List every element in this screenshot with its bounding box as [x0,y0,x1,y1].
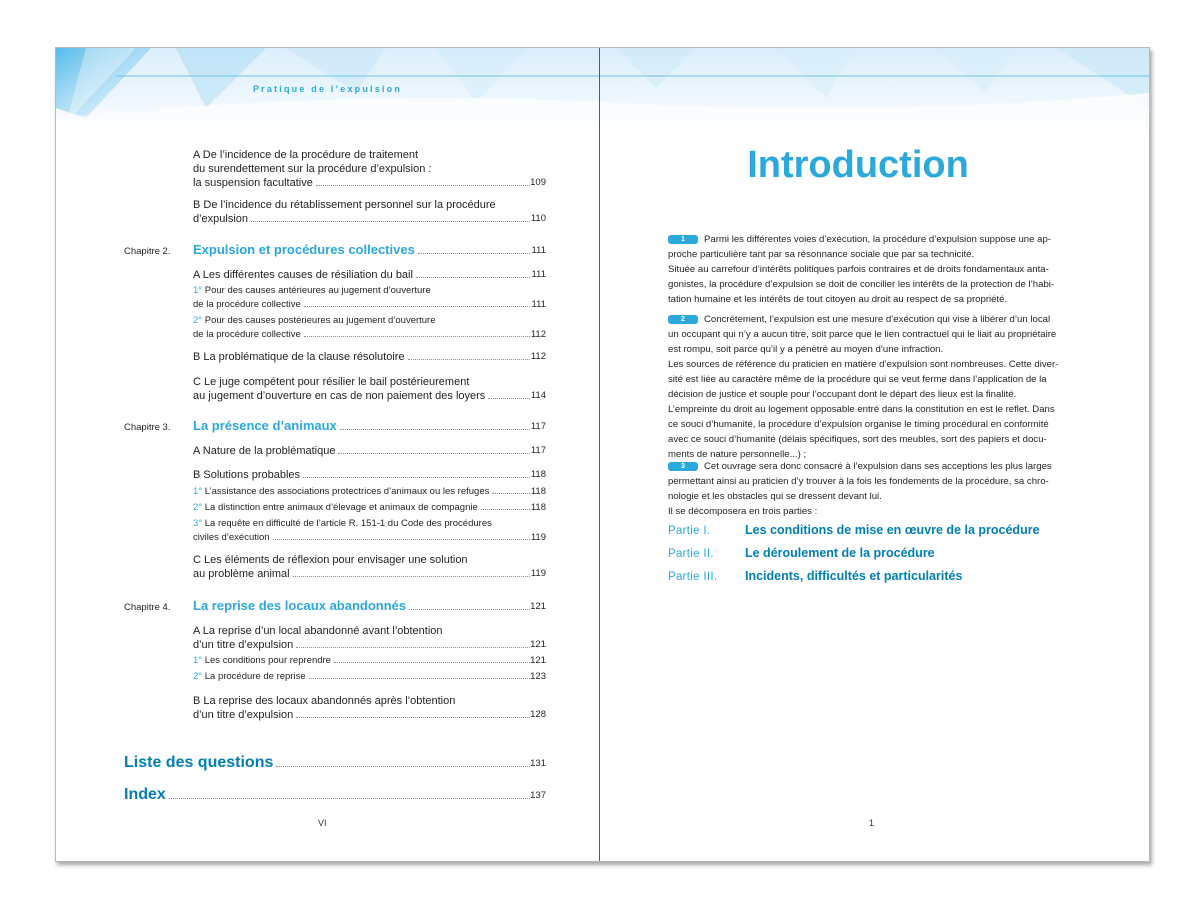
paragraph-line: L’empreinte du droit au logement opposable entré dans la constitution en est le reflet. Dans [668,404,1055,415]
toc-text [193,285,431,296]
toc-line [193,162,533,176]
toc-entry [193,148,546,190]
toc-text [193,389,485,403]
toc-entry [193,553,546,581]
dot-leader [418,253,530,254]
toc-entry [193,242,546,258]
toc-line [193,485,533,499]
toc-number: 1° [193,655,203,666]
toc-line [193,243,533,258]
toc-title: A La reprise d’un local abandonné avant l’obtention [193,625,443,637]
part-label: Partie III. [668,571,718,583]
chapter-label: Chapitre 3. [124,422,171,433]
page-title: Introduction [747,144,969,186]
part-title: Le déroulement de la procédure [745,546,935,560]
toc-line [193,624,533,638]
toc-entry [193,350,546,364]
toc-line [193,176,533,190]
toc-title: C Les éléments de réflexion pour envisager une solution [193,554,468,566]
toc-line [193,654,533,668]
page-number: 117 [530,445,546,456]
page-number: 137 [530,790,546,801]
toc-title: d’un titre d’expulsion [193,639,294,651]
toc-entry [193,198,546,226]
running-head: Pratique de l’expulsion [252,84,403,94]
toc-title: La présence d’animaux [193,418,337,433]
book-spread [55,47,1150,862]
toc-title: La requête en difficulté de l’article R. 151-1 du Code des procédures [202,518,492,529]
toc-number: 1° [193,486,203,497]
toc-line [193,501,533,515]
toc-title: Pour des causes antérieures au jugement d’ouverture [202,285,431,296]
toc-line [193,212,533,226]
toc-line [193,531,533,545]
toc-number: 2° [193,671,203,682]
toc-entry [193,501,546,515]
toc-number: 2° [193,502,203,513]
toc-text [193,670,306,684]
dot-leader [296,717,530,718]
page-number: 112 [530,351,546,362]
page-number: 118 [530,486,546,497]
toc-text [193,298,301,312]
left-folio: VI [318,818,327,828]
dot-leader [303,477,530,478]
toc-title: A De l’incidence de la procédure de traitement [193,149,419,161]
toc-line [124,788,533,803]
page-number: 123 [530,671,546,682]
part-label: Partie I. [668,525,711,537]
toc-line [193,517,533,531]
toc-entry [193,624,546,652]
toc-entry [193,670,546,684]
toc-title: La reprise des locaux abandonnés [193,598,407,613]
paragraph-line: Il se décomposera en trois parties : [668,506,818,517]
toc-title: civiles d’exécution [193,532,270,543]
page-number: 112 [530,329,546,340]
toc-title: La procédure de reprise [202,671,306,682]
dot-leader [416,277,530,278]
toc-text [193,468,300,482]
toc-title: de la procédure collective [193,299,301,310]
toc-text [193,315,436,326]
page-number: 119 [530,532,546,543]
toc-title: de la procédure collective [193,329,301,340]
toc-text [193,444,335,458]
part-title: Incidents, difficultés et particularités [745,569,963,583]
page-number: 110 [530,213,546,224]
paragraph-number-badge: 2 [668,315,698,324]
dot-leader [334,662,530,663]
paragraph-line: ce souci d’humanité, la procédure d’expulsion organise le timing procédural en conformité [668,419,1049,430]
toc-text [193,376,469,388]
toc-entry [193,654,546,668]
dot-leader [338,453,530,454]
toc-number: 3° [193,518,203,529]
toc-entry [193,268,546,282]
toc-text [193,350,405,364]
page-number: 121 [530,601,546,612]
toc-title: Expulsion et procédures collectives [193,242,415,257]
toc-text [193,625,443,637]
dot-leader [296,647,530,648]
toc-line [193,567,533,581]
toc-text [193,485,489,499]
toc-entry [193,694,546,722]
toc-line [193,694,533,708]
toc-text [193,695,455,707]
paragraph [668,312,1076,462]
toc-text [193,599,406,614]
toc-text [193,531,270,545]
toc-line [193,553,533,567]
part-entry [668,546,935,560]
toc-title: du surendettement sur la procédure d’expulsion : [193,163,432,175]
paragraph-line: nologie et les obstacles qui se dressent devant lui. [668,491,882,502]
toc-entry [193,517,546,545]
toc-entry [193,314,546,342]
part-entry [668,523,1040,537]
dot-leader [309,678,530,679]
toc-entry [193,375,546,403]
page-gutter [599,48,600,861]
toc-number: 1° [193,285,203,296]
toc-text [193,268,413,282]
toc-number: 2° [193,315,203,326]
paragraph [668,459,1076,519]
paragraph-line: ments de nature personnelle...) ; [668,449,807,460]
paragraph-line: Parmi les différentes voies d’exécution, la procédure d’expulsion suppose une ap- [704,234,1052,245]
dot-leader [169,798,530,799]
page-number: 118 [530,469,546,480]
toc-title: Index [124,786,166,803]
chapter-label: Chapitre 2. [124,246,171,257]
toc-line [193,468,533,482]
page-number: 109 [530,177,546,188]
toc-text [193,243,415,258]
dot-leader [276,766,530,767]
toc-line [193,444,533,458]
paragraph-line: Située au carrefour d’intérêts politiques parfois contraires et de droits fondamentaux anta- [668,264,1049,275]
toc-title: B La problématique de la clause résolutoire [193,351,405,363]
toc-line [193,389,533,403]
part-title: Les conditions de mise en œuvre de la procédure [745,523,1040,537]
toc-line [193,670,533,684]
toc-line [193,638,533,652]
toc-line [193,284,533,298]
paragraph-line: proche particulière tant par sa résonnance sociale que par sa technicité. [668,249,975,260]
dot-leader [251,221,530,222]
toc-text [193,708,293,722]
paragraph-line: Cet ouvrage sera donc consacré à l’expulsion dans ses acceptions les plus larges [704,461,1052,472]
toc-text [193,518,492,529]
toc-title: A Nature de la problématique [193,445,336,457]
toc-title: C Le juge compétent pour résilier le bail postérieurement [193,376,470,388]
paragraph-line: Concrètement, l’expulsion est une mesure d’exécution qui vise à libérer d’un local [704,314,1051,325]
paragraph-line: gonistes, la procédure d’expulsion se doit de concilier les intérêts de la protection de l’habi- [668,279,1055,290]
part-label: Partie II. [668,548,714,560]
toc-entry [193,284,546,312]
toc-text [193,654,331,668]
toc-title: d’un titre d’expulsion [193,709,294,721]
toc-line [193,148,533,162]
page-number: 111 [531,245,546,256]
dot-leader [409,609,530,610]
toc-text [193,638,293,652]
page-number: 128 [530,709,546,720]
toc-entry [193,485,546,499]
paragraph-line: Les sources de référence du praticien en matière d’expulsion sont nombreuses. Cette diver- [668,359,1059,370]
dot-leader [340,429,530,430]
toc-entry [193,418,546,434]
toc-line [193,419,533,434]
toc-entry [193,444,546,458]
page-number: 121 [530,639,546,650]
toc-title: au jugement d’ouverture en cas de non paiement des loyers [193,390,486,402]
toc-line [193,375,533,389]
toc-text [193,163,431,175]
toc-line [193,599,533,614]
paragraph-number-badge: 3 [668,462,698,471]
toc-entry [193,468,546,482]
dot-leader [304,336,530,337]
toc-entry [124,754,546,771]
toc-title: d’expulsion [193,213,249,225]
toc-title: au problème animal [193,568,290,580]
toc-line [193,350,533,364]
toc-text [193,199,496,211]
toc-line [193,268,533,282]
toc-title: La distinction entre animaux d’élevage et animaux de compagnie [202,502,478,513]
toc-line [193,198,533,212]
paragraph-line: avec ce souci d’humanité (délais spécifiques, sort des meubles, sort des papiers et docu- [668,434,1047,445]
toc-title: Liste des questions [124,754,274,771]
toc-text [193,176,313,190]
part-entry [668,569,962,583]
toc-text [193,328,301,342]
dot-leader [408,359,530,360]
toc-line [193,328,533,342]
toc-text [193,554,468,566]
paragraph-line: tation humaine et les intérêts de tout citoyen au droit au respect de sa propriété. [668,294,1008,305]
toc-text [124,788,166,803]
paragraph-line: est rompu, soit parce qu’il y a pénétré au moyen d’une infraction. [668,344,944,355]
toc-line [193,314,533,328]
toc-text [193,419,337,434]
paragraph-line: décision de justice et souple pour l’occupant dont le départ des lieux est la finalité. [668,389,1017,400]
page-number: 119 [530,568,546,579]
dot-leader [273,539,530,540]
page-number: 131 [530,758,546,769]
chapter-label: Chapitre 4. [124,602,171,613]
toc-text [193,501,478,515]
paragraph-line: sité est liée au caractère même de la procédure qui se veut ferme dans l’application de la [668,374,1047,385]
toc-title: B Solutions probables [193,469,301,481]
page-number: 111 [531,269,546,280]
toc-line [193,708,533,722]
toc-line [193,298,533,312]
paragraph-number-badge: 1 [668,235,698,244]
page-number: 117 [530,421,546,432]
paragraph [668,232,1076,307]
toc-title: A Les différentes causes de résiliation du bail [193,269,413,281]
toc-line [124,756,533,771]
toc-title: L’assistance des associations protectrices d’animaux ou les refuges [202,486,490,497]
paragraph-line: permettant ainsi au praticien d’y trouver à la fois les fondements de la procédure, sa chro- [668,476,1049,487]
toc-text [193,212,248,226]
dot-leader [304,306,530,307]
toc-title: B La reprise des locaux abandonnés après l’obtention [193,695,456,707]
page-number: 118 [530,502,546,513]
toc-text [124,756,273,771]
right-folio: 1 [869,818,875,828]
dot-leader [293,576,530,577]
toc-title: Pour des causes postérieures au jugement d’ouverture [202,315,436,326]
page-number: 114 [530,390,546,401]
toc-entry [193,598,546,614]
dot-leader [316,185,530,186]
toc-title: B De l’incidence du rétablissement personnel sur la procédure [193,199,496,211]
page-number: 111 [531,299,546,310]
toc-text [193,149,418,161]
toc-title: Les conditions pour reprendre [202,655,331,666]
paragraph-line: un occupant qui n’y a aucun titre, soit parce que le lien contractuel qui le liait au propriétaire [668,329,1057,340]
page-number: 121 [530,655,546,666]
toc-title: la suspension facultative [193,177,313,189]
toc-text [193,567,290,581]
toc-entry [124,786,546,803]
